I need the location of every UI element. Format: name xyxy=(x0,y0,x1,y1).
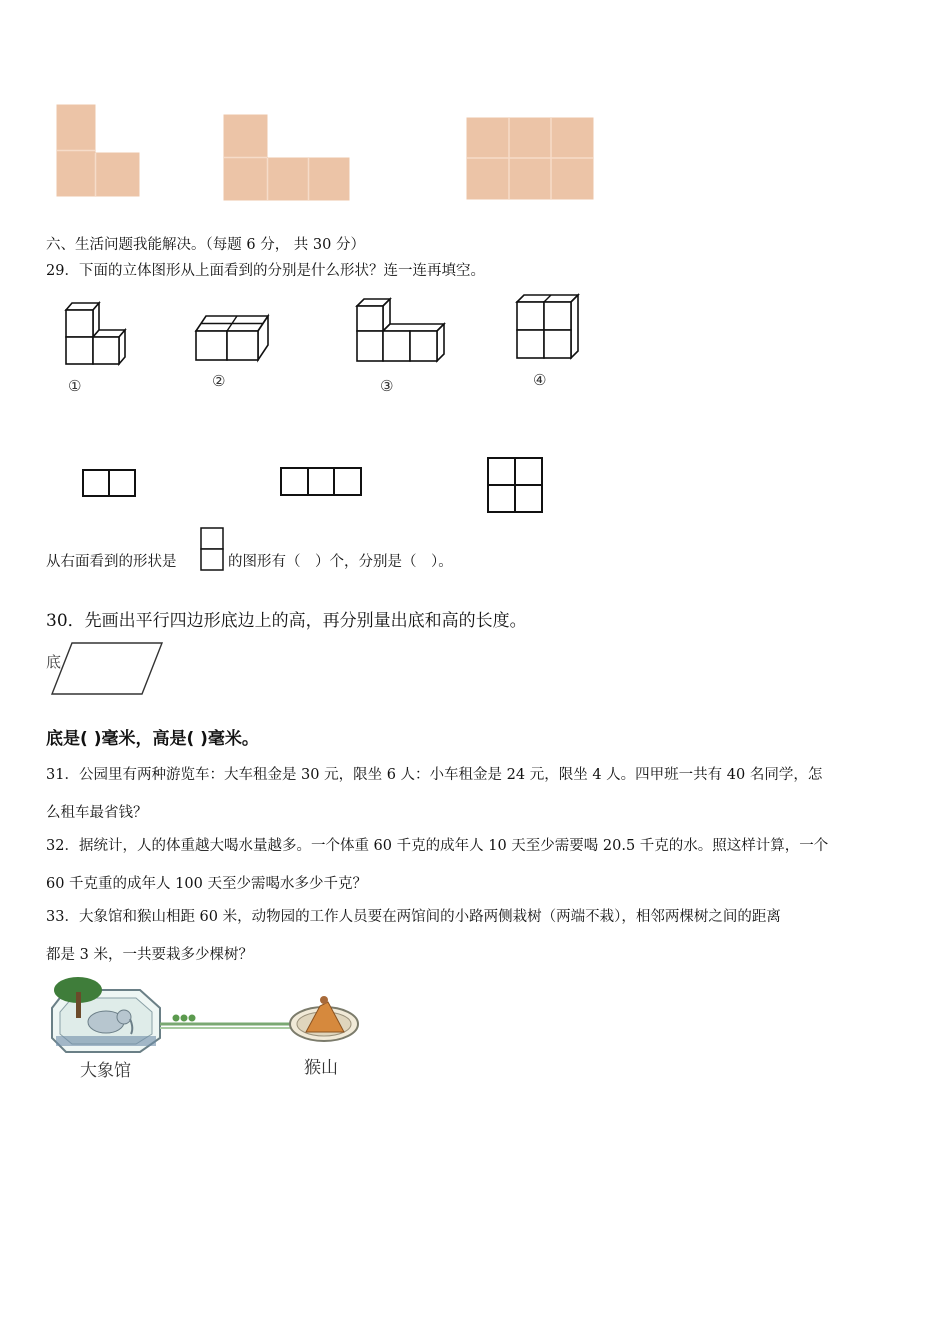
circled-label-1 xyxy=(68,372,94,396)
label-monkey-hill: 猴山 xyxy=(304,1058,338,1078)
circled-label-2 xyxy=(212,367,238,391)
question-31-line1: 31．公园里有两种游览车：大车租金是 30 元，限坐 6 人：小车租金是 24 元，限坐 4 人。四甲班一共有 40 名同学，怎 xyxy=(46,767,823,783)
figure-label-3: ③ xyxy=(380,377,394,395)
circled-label-4 xyxy=(533,366,559,390)
top-view-option-3[interactable] xyxy=(487,457,545,515)
question-33-line1: 33．大象馆和猴山相距 60 米，动物园的工作人员要在两馆间的小路两侧栽树（两端不栽），相邻两棵树之间的距离 xyxy=(46,909,781,925)
question-32-line1: 32．据统计，人的体重越大喝水量越多。一个体重 60 千克的成年人 10 天至少需要喝 20.5 千克的水。照这样计算，一个 xyxy=(46,838,829,854)
question-30-text: 30．先画出平行四边形底边上的高，再分别量出底和高的长度。 xyxy=(46,611,527,631)
question-31-line2: 么租车最省钱？ xyxy=(46,805,148,821)
figure-label-1: ① xyxy=(68,377,82,395)
cube-figure-1 xyxy=(62,300,132,370)
right-view-shape xyxy=(200,527,226,573)
circled-label-3 xyxy=(380,372,406,396)
parallelogram[interactable] xyxy=(50,641,166,697)
tile-figure-3 xyxy=(466,117,596,201)
q29-fill-suffix: 的图形有（ ）个，分别是（ ）。 xyxy=(228,554,453,570)
cube-figure-4 xyxy=(515,294,581,360)
question-32-line2: 60 千克重的成年人 100 天至少需喝水多少千克？ xyxy=(46,876,367,892)
base-label: 底 xyxy=(46,653,62,671)
figure-label-2: ② xyxy=(212,372,226,390)
label-elephant-hall: 大象馆 xyxy=(80,1061,131,1081)
cube-figure-2 xyxy=(196,313,272,363)
question-30-answer: 底是( )毫米，高是( )毫米。 xyxy=(46,729,259,749)
section-heading: 六、生活问题我能解决。（每题 6 分， 共 30 分） xyxy=(46,237,365,253)
top-view-option-2[interactable] xyxy=(280,467,364,497)
cube-figure-3 xyxy=(355,298,447,364)
figure-label-4: ④ xyxy=(533,371,547,389)
question-33-line2: 都是 3 米，一共要栽多少棵树？ xyxy=(46,947,253,963)
tile-figure-2 xyxy=(223,114,353,202)
question-29-text: 29．下面的立体图形从上面看到的分别是什么形状？连一连再填空。 xyxy=(46,263,485,279)
zoo-illustration xyxy=(48,972,368,1084)
top-view-option-1[interactable] xyxy=(82,469,138,499)
q29-fill-prefix: 从右面看到的形状是 xyxy=(46,554,177,570)
tile-figure-1 xyxy=(56,104,142,198)
